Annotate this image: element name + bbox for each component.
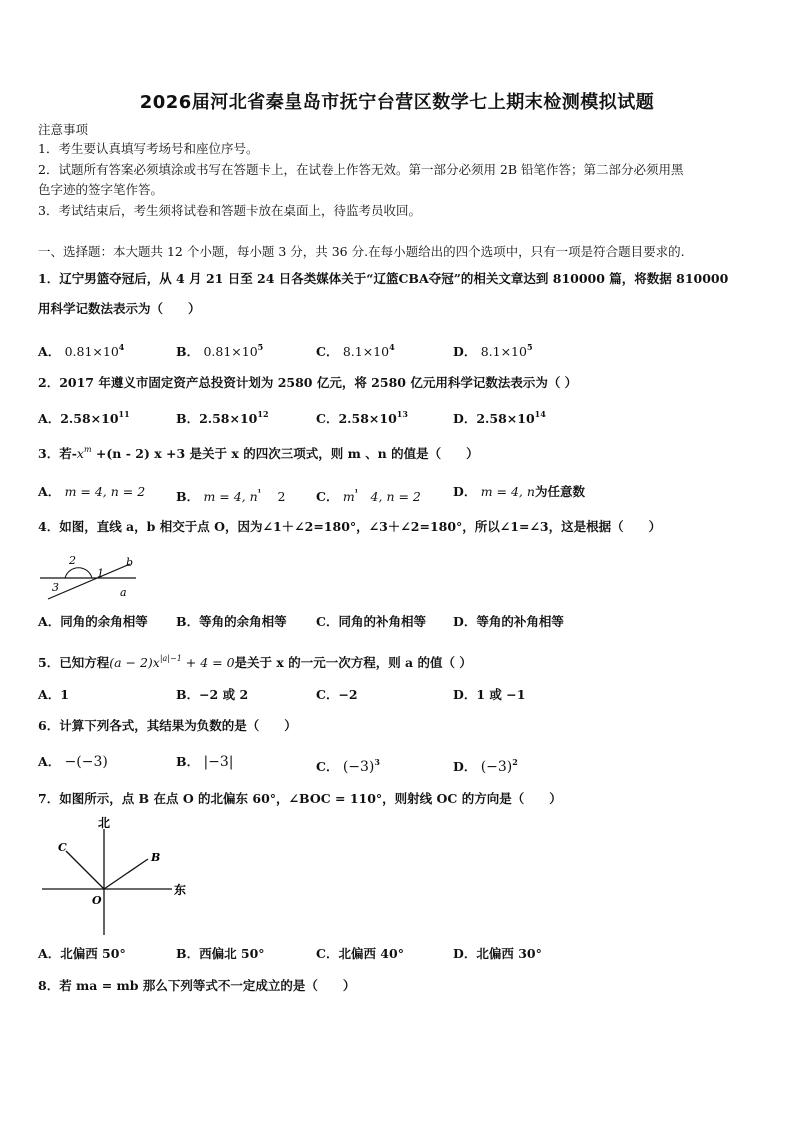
notice-item-1: 1．考生要认真填写考场号和座位序号。	[38, 141, 259, 156]
q3-stem	[38, 442, 479, 462]
q6-option-c-expr: (−3)	[342, 759, 375, 775]
q4-figure	[38, 551, 148, 601]
q1-option-d	[453, 339, 533, 360]
q3-option-a-expr: m = 4, n = 2	[64, 484, 146, 499]
q3-option-b-sup: ¹	[257, 487, 262, 497]
q6-option-d-exp: 2	[512, 757, 518, 767]
q2-option-b-exp: 12	[257, 409, 269, 419]
q3-stem-x: x	[76, 446, 84, 461]
q5-option-c: C．−2	[316, 687, 358, 702]
q4-stem: 4．如图，直线 a，b 相交于点 O，因为∠1＋∠2=180°，∠3＋∠2=180°，所以∠1=∠3，这是根据（ ）	[38, 519, 662, 534]
q1-option-d-letter: D．	[453, 344, 477, 359]
q3-stem-prefix: 3．若-	[38, 446, 77, 461]
q3-option-d	[453, 484, 585, 500]
q1-option-b	[176, 339, 263, 360]
q3-option-d-expr: m = 4, n	[480, 484, 535, 499]
section-heading: 一、选择题：本大题共 12 个小题，每小题 3 分，共 36 分.在每小题给出的四个选项中，只有一项是符合题目要求的.	[38, 244, 685, 259]
q6-option-a-expr: −(−3)	[64, 754, 108, 770]
q1-stem-cont: 用科学记数法表示为（ ）	[38, 301, 201, 316]
q4-option-b: B．等角的余角相等	[176, 614, 287, 629]
q2-option-d-exp: 14	[534, 409, 546, 419]
q2-option-b	[176, 406, 269, 427]
notice-heading: 注意事项	[38, 122, 89, 137]
q3-option-d-text: 为任意数	[534, 484, 585, 499]
q5-stem	[38, 651, 472, 671]
q3-option-b-letter: B．	[176, 489, 200, 504]
q6-option-c	[316, 754, 380, 775]
q3-option-d-letter: D．	[453, 484, 477, 499]
q6-option-a	[38, 754, 108, 770]
q6-option-d	[453, 754, 518, 775]
q1-option-c-exp: 4	[389, 342, 395, 352]
q2-stem: 2．2017 年遵义市固定资产总投资计划为 2580 亿元，将 2580 亿元用科学记数法表示为（ ）	[38, 375, 578, 390]
q4-label-b: b	[126, 556, 134, 569]
q6-option-d-letter: D．	[453, 759, 477, 774]
q3-option-c-letter: C．	[316, 489, 339, 504]
q6-option-d-expr: (−3)	[480, 759, 513, 775]
q1-option-b-letter: B．	[176, 344, 200, 359]
notice-item-2-cont: 色字迹的签字笔作答。	[38, 182, 164, 197]
q4-angle-arc	[65, 568, 92, 578]
q7-option-b: B．西偏北 50°	[176, 946, 265, 961]
q4-label-3: 3	[52, 581, 59, 594]
q1-option-b-exp: 5	[257, 342, 264, 352]
q7-ray-oc	[66, 851, 104, 889]
q2-option-c	[316, 406, 408, 427]
q3-option-b-value: 2	[277, 489, 286, 504]
q5-option-a: A．1	[38, 687, 69, 702]
q3-option-c	[316, 484, 421, 505]
q2-option-a-exp: 11	[118, 409, 130, 419]
q6-option-c-letter: C．	[316, 759, 339, 774]
q7-option-a: A．北偏西 50°	[38, 946, 126, 961]
q2-option-a	[38, 406, 130, 427]
q1-option-c-base: 8.1×10	[342, 344, 390, 359]
q4-option-d: D．等角的补角相等	[453, 614, 564, 629]
notice-item-2: 2．试题所有答案必须填涂或书写在答题卡上，在试卷上作答无效。第一部分必须用 2B 铅笔作答；第二部分必须用黑	[38, 162, 684, 177]
q7-label-c: C	[58, 841, 67, 854]
q4-label-a: a	[120, 586, 127, 599]
q3-option-c-var: m	[342, 489, 355, 504]
q7-option-c: C．北偏西 40°	[316, 946, 404, 961]
q3-option-b	[176, 484, 286, 505]
q3-stem-rest: +(n - 2) x +3 是关于 x 的四次三项式，则 m 、n 的值是（ ）	[91, 446, 479, 461]
q5-stem-expr: (a − 2)x	[109, 655, 160, 670]
q6-option-b	[176, 754, 234, 770]
q5-stem-exponent: |a|−1	[159, 654, 182, 663]
q3-option-a	[38, 484, 145, 500]
q2-option-b-base: B．2.58×10	[176, 411, 258, 426]
q4-option-a: A．同角的余角相等	[38, 614, 148, 629]
q2-option-c-base: C．2.58×10	[316, 411, 397, 426]
q1-option-d-base: 8.1×10	[480, 344, 527, 359]
q1-option-c	[316, 339, 395, 360]
q6-option-b-expr: |−3|	[203, 754, 234, 770]
q3-stem-m: m	[83, 445, 92, 454]
q1-option-b-base: 0.81×10	[203, 344, 258, 359]
q1-option-a-exp: 4	[118, 342, 125, 352]
q4-label-1: 1	[97, 567, 104, 580]
notice-item-3: 3．考试结束后，考生须将试卷和答题卡放在桌面上，待监考员收回。	[38, 203, 421, 218]
q1-option-c-letter: C．	[316, 344, 339, 359]
q7-label-east: 东	[174, 883, 187, 897]
page-title: 2026届河北省秦皇岛市抚宁台营区数学七上期末检测模拟试题	[139, 92, 655, 113]
q5-stem-rest: 是关于 x 的一元一次方程，则 a 的值（ ）	[234, 655, 472, 670]
q2-option-d	[453, 406, 546, 427]
q7-option-d: D．北偏西 30°	[453, 946, 542, 961]
q4-line-b	[48, 564, 130, 599]
q1-option-a	[38, 339, 124, 360]
q6-stem: 6．计算下列各式，其结果为负数的是（ ）	[38, 718, 297, 733]
q5-option-d: D．1 或 −1	[453, 687, 526, 702]
q2-option-c-exp: 13	[396, 409, 408, 419]
q4-label-2: 2	[69, 554, 76, 567]
q3-option-c-expr: 4, n = 2	[370, 489, 421, 504]
q3-option-c-sup: ¹	[354, 487, 359, 497]
q1-stem: 1．辽宁男篮夺冠后，从 4 月 21 日至 24 日各类媒体关于“辽篮CBA夺冠”的相关文章达到 810000 篇，将数据 810000	[38, 271, 729, 286]
q6-option-b-letter: B．	[176, 754, 200, 769]
q7-stem: 7．如图所示，点 B 在点 O 的北偏东 60°，∠BOC = 110°，则射线 OC 的方向是（ ）	[38, 791, 562, 806]
q3-option-b-expr: m = 4, n	[203, 489, 258, 504]
q4-option-c: C．同角的补角相等	[316, 614, 426, 629]
q1-option-a-letter: A．	[38, 344, 61, 359]
q3-option-a-letter: A．	[38, 484, 61, 499]
q2-option-d-base: D．2.58×10	[453, 411, 535, 426]
q6-option-a-letter: A．	[38, 754, 61, 769]
q5-stem-prefix: 5．已知方程	[38, 655, 110, 670]
q5-option-b: B．−2 或 2	[176, 687, 249, 702]
q7-label-north: 北	[98, 816, 111, 830]
q7-figure	[38, 813, 198, 938]
q5-stem-expr2: + 4 = 0	[181, 655, 235, 670]
q7-label-b: B	[151, 851, 161, 864]
q7-ray-ob	[104, 859, 148, 889]
q1-option-a-base: 0.81×10	[64, 344, 119, 359]
q1-option-d-exp: 5	[526, 342, 533, 352]
q7-label-o: O	[92, 894, 102, 907]
q8-stem: 8．若 ma = mb 那么下列等式不一定成立的是（ ）	[38, 978, 356, 993]
q6-option-c-exp: 3	[374, 757, 380, 767]
q2-option-a-base: A．2.58×10	[38, 411, 119, 426]
